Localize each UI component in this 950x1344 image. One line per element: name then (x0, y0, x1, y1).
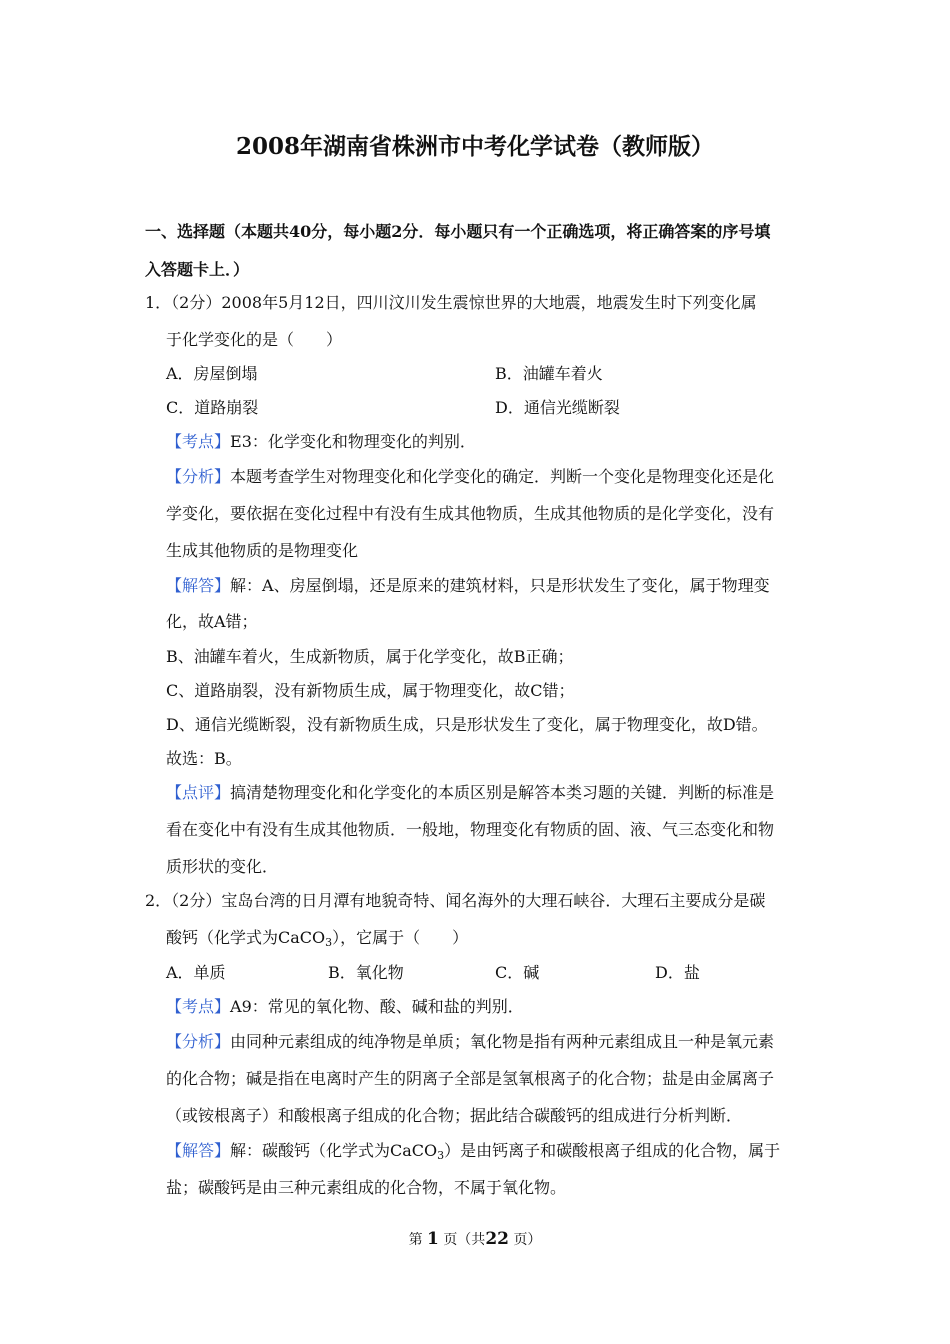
q1-dianping-line3: 质形状的变化． (166, 857, 279, 876)
q2-stem2-pre: 酸钙（化学式为CaCO (166, 928, 326, 947)
q2-jieda-text1-post: ）是由钙离子和碳酸根离子组成的化合物，属于 (444, 1141, 781, 1160)
q1-option-b: B．油罐车着火 (495, 364, 603, 383)
q2-fenxi-tag: 【分析】 (166, 1032, 231, 1051)
footer-page-number: 1 (427, 1229, 439, 1249)
q1-kaodian-text: E3：化学变化和物理变化的判别． (230, 432, 476, 451)
q2-option-a: A．单质 (166, 963, 226, 982)
footer-pre: 第 (408, 1232, 423, 1248)
section-heading-line1: 一、选择题（本题共40分，每小题2分．每小题只有一个正确选项，将正确答案的序号填 (145, 222, 771, 241)
q1-fenxi-line3: 生成其他物质的是物理变化 (166, 541, 359, 560)
footer-total-pages: 22 (485, 1229, 509, 1249)
q2-fenxi-line1 (166, 1031, 774, 1053)
q1-jieda-line3: B、油罐车着火，生成新物质，属于化学变化，故B正确； (166, 647, 574, 666)
q1-option-c: C．道路崩裂 (166, 398, 259, 417)
q2-stem-line2 (166, 927, 468, 949)
q1-fenxi-text1: 本题考查学生对物理变化和化学变化的确定．判断一个变化是物理变化还是化 (230, 467, 775, 486)
footer-post: 页） (513, 1232, 542, 1248)
q1-jieda-text1: 解：A、房屋倒塌，还是原来的建筑材料，只是形状发生了变化，属于物理变 (230, 576, 770, 595)
q2-jieda-text1-pre: 解：碳酸钙（化学式为CaCO (230, 1141, 438, 1160)
q2-stem-line1: 2．（2分）宝岛台湾的日月潭有地貌奇特、闻名海外的大理石峡谷．大理石主要成分是碳 (145, 891, 766, 910)
q2-jieda-tag: 【解答】 (166, 1141, 231, 1160)
q2-option-d: D．盐 (655, 963, 700, 982)
q1-kaodian (166, 431, 476, 453)
q1-fenxi-tag: 【分析】 (166, 467, 231, 486)
q1-dianping-text1: 搞清楚物理变化和化学变化的本质区别是解答本类习题的关键．判断的标准是 (230, 783, 775, 802)
footer-mid: 页（共 (443, 1232, 486, 1248)
q2-fenxi-line3: （或铵根离子）和酸根离子组成的化合物；据此结合碳酸钙的组成进行分析判断． (166, 1106, 743, 1125)
q2-stem2-post: ），它属于（ ） (332, 928, 469, 947)
q1-kaodian-tag: 【考点】 (166, 432, 231, 451)
q1-stem-line1: 1．（2分）2008年5月12日，四川汶川发生震惊世界的大地震，地震发生时下列变化属 (145, 293, 757, 312)
q1-jieda-line6: 故选：B。 (166, 749, 242, 768)
q2-stem2-subscript: 3 (325, 936, 333, 949)
q2-fenxi-line2: 的化合物；碱是指在电离时产生的阴离子全部是氢氧根离子的化合物；盐是由金属离子 (166, 1069, 775, 1088)
q1-dianping-tag: 【点评】 (166, 783, 231, 802)
q2-jieda-subscript: 3 (437, 1149, 445, 1162)
q1-jieda-line4: C、道路崩裂，没有新物质生成，属于物理变化，故C错； (166, 681, 575, 700)
q1-stem-line2: 于化学变化的是（ ） (166, 330, 343, 349)
page-footer (0, 1228, 950, 1251)
q1-option-d: D．通信光缆断裂 (495, 398, 620, 417)
q2-jieda-line2: 盐；碳酸钙是由三种元素组成的化合物，不属于氧化物。 (166, 1178, 567, 1197)
q1-jieda-tag: 【解答】 (166, 576, 231, 595)
q1-jieda-line1 (166, 575, 770, 597)
q1-jieda-line5: D、通信光缆断裂，没有新物质生成，只是形状发生了变化，属于物理变化，故D错。 (166, 715, 768, 734)
q2-option-c: C．碱 (495, 963, 540, 982)
section-heading-line2: 入答题卡上．） (145, 260, 250, 279)
q2-kaodian-tag: 【考点】 (166, 997, 231, 1016)
q1-dianping-line1 (166, 782, 774, 804)
q1-fenxi-line2: 学变化，要依据在变化过程中有没有生成其他物质，生成其他物质的是化学变化，没有 (166, 504, 775, 523)
q1-dianping-line2: 看在变化中有没有生成其他物质．一般地，物理变化有物质的固、液、气三态变化和物 (166, 820, 775, 839)
q1-fenxi-line1 (166, 466, 774, 488)
q2-kaodian-text: A9：常见的氧化物、酸、碱和盐的判别． (230, 997, 524, 1016)
page-title: 2008年湖南省株洲市中考化学试卷（教师版） (235, 133, 714, 160)
q2-fenxi-text1: 由同种元素组成的纯净物是单质；氧化物是指有两种元素组成且一种是氧元素 (230, 1032, 775, 1051)
q1-option-a: A．房屋倒塌 (166, 364, 258, 383)
q1-jieda-line2: 化，故A错； (166, 612, 258, 631)
q2-jieda-line1 (166, 1140, 780, 1162)
q2-kaodian (166, 996, 524, 1018)
q2-option-b: B．氧化物 (328, 963, 404, 982)
